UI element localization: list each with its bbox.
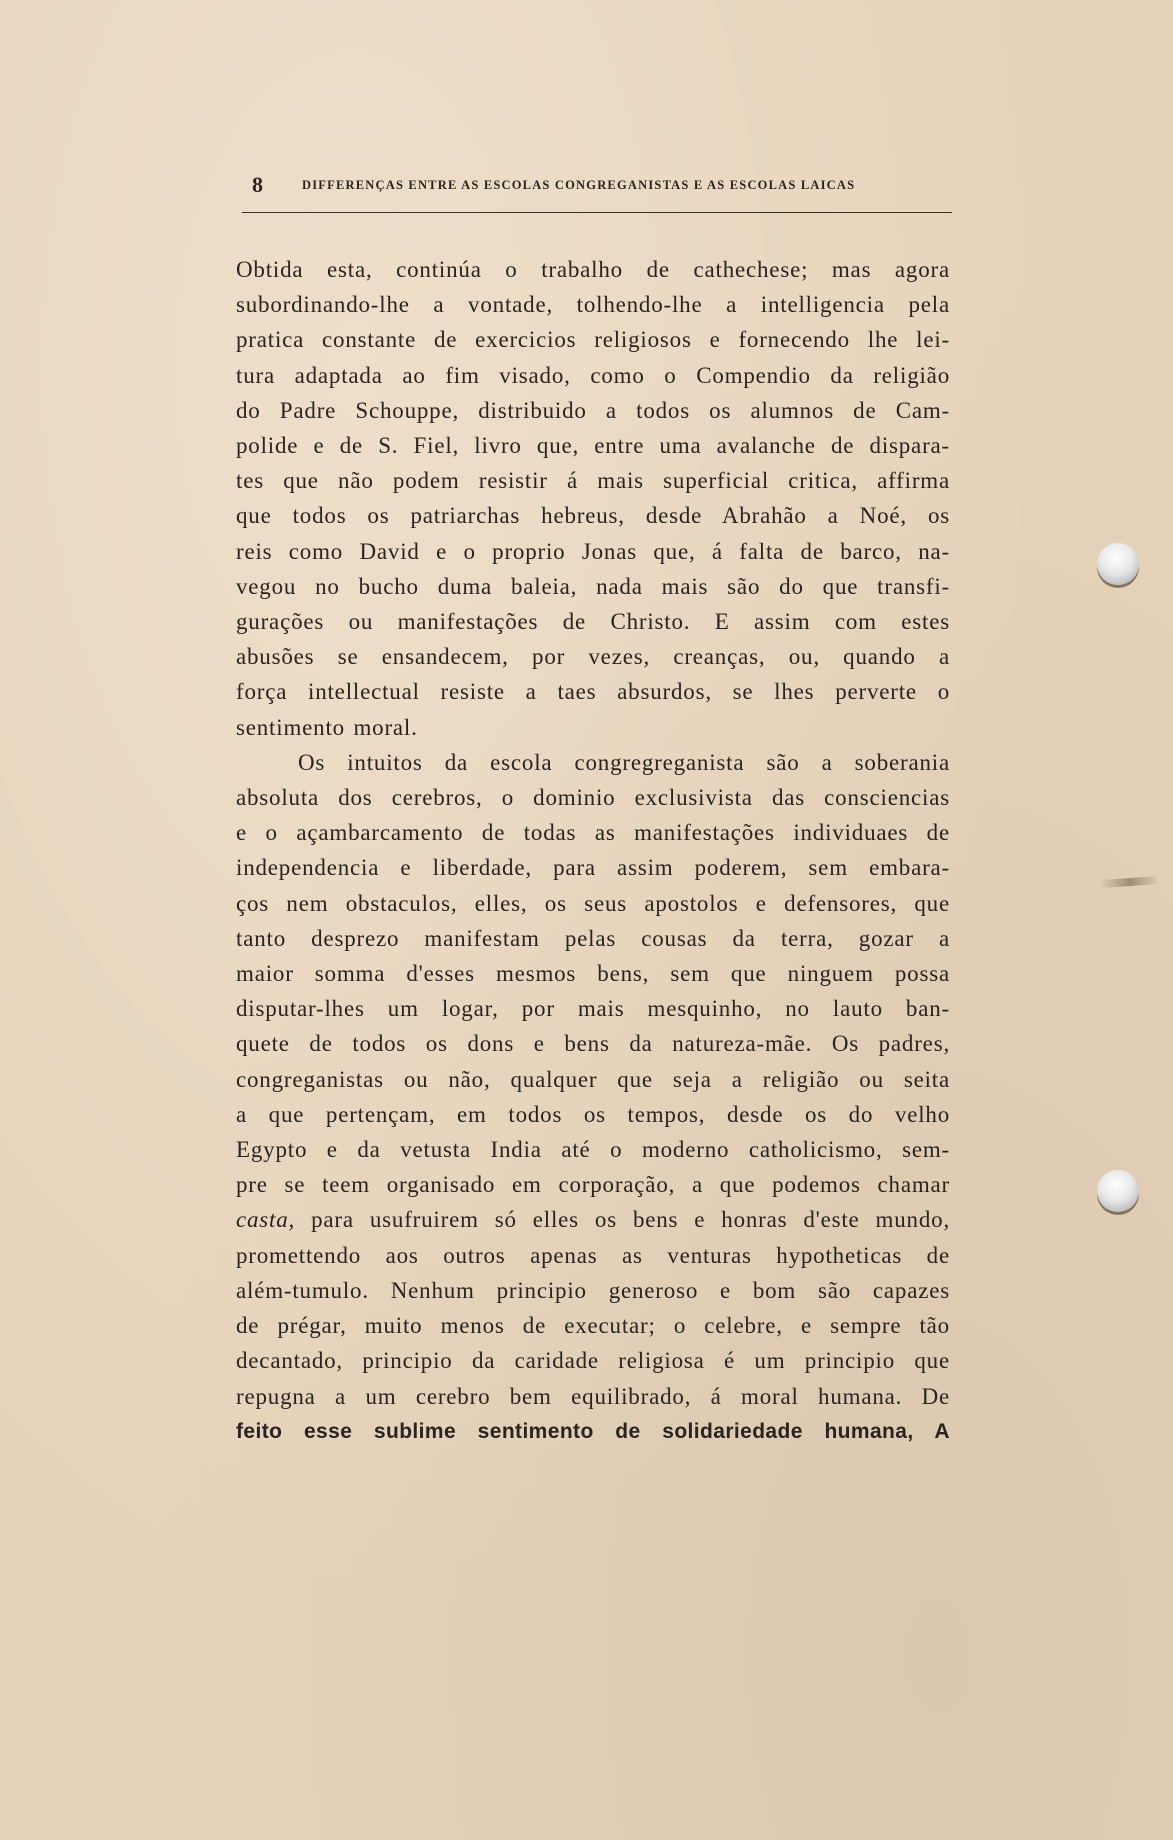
text-line: vegou no bucho duma baleia, nada mais são do que transfi-: [236, 573, 950, 599]
text-line: abusões se ensandecem, por vezes, creanças, ou, quando a: [236, 644, 950, 670]
paragraph-2: [236, 745, 950, 1449]
text-line: tes que não podem resistir á mais superficial critica, affirma: [236, 468, 950, 494]
text-line: subordinando-lhe a vontade, tolhendo-lhe a intelligencia pela: [236, 292, 950, 318]
text-line: do Padre Schouppe, distribuido a todos os alumnos de Cam-: [236, 397, 950, 423]
text-line: reis como David e o proprio Jonas que, á falta de barco, na-: [236, 538, 950, 564]
casta-line-rest: para usufruirem só elles os bens e honras d'este mundo,: [295, 1207, 950, 1233]
text-line: independencia e liberdade, para assim poderem, sem embara-: [236, 855, 950, 881]
text-line: absoluta dos cerebros, o dominio exclusivista das consciencias: [236, 785, 950, 811]
text-line-casta: [236, 1202, 950, 1237]
text-line: além-tumulo. Nenhum principio generoso e bom são capazes: [236, 1277, 950, 1303]
paragraph-1: [236, 252, 950, 745]
text-line: que todos os patriarchas hebreus, desde Abrahão a Noé, os: [236, 503, 950, 529]
text-line: e o açambarcamento de todas as manifestações individuaes de: [236, 820, 950, 846]
text-line: decantado, principio da caridade religiosa é um principio que: [236, 1348, 950, 1374]
text-line: quete de todos os dons e bens da natureza-mãe. Os padres,: [236, 1031, 950, 1057]
text-line: pratica constante de exercicios religiosos e fornecendo lhe lei-: [236, 327, 950, 353]
text-line: pre se teem organisado em corporação, a que podemos chamar: [236, 1172, 950, 1198]
bold-text-line: feito esse sublime sentimento de solidariedade humana, A: [236, 1419, 950, 1443]
text-line: repugna a um cerebro bem equilibrado, á moral humana. De: [236, 1383, 950, 1409]
text-line: de prégar, muito menos de executar; o celebre, e sempre tão: [236, 1313, 950, 1339]
text-line: Egypto e da vetusta India até o moderno catholicismo, sem-: [236, 1137, 950, 1163]
binding-hole-icon: [1097, 1170, 1139, 1212]
italic-word-casta: casta,: [236, 1207, 296, 1233]
page-number: 8: [252, 172, 264, 197]
text-line: promettendo aos outros apenas as venturas hypotheticas de: [236, 1242, 950, 1268]
text-line: maior somma d'esses mesmos bens, sem que ninguem possa: [236, 961, 950, 987]
text-line: ços nem obstaculos, elles, os seus apostolos e defensores, que: [236, 890, 950, 916]
text-line: Os intuitos da escola congregreganista são a soberania: [298, 749, 950, 775]
text-line: tura adaptada ao fim visado, como o Compendio da religião: [236, 362, 950, 388]
text-line: a que pertençam, em todos os tempos, desde os do velho: [236, 1101, 950, 1127]
text-line: polide e de S. Fiel, livro que, entre uma avalanche de dispara-: [236, 433, 950, 459]
page-header: [242, 172, 952, 212]
text-line: congreganistas ou não, qualquer que seja a religião ou seita: [236, 1066, 950, 1092]
binding-hole-icon: [1097, 543, 1139, 585]
body-text: [236, 252, 950, 1449]
text-line: Obtida esta, continúa o trabalho de cathechese; mas agora: [236, 257, 950, 282]
text-line: sentimento moral.: [236, 714, 418, 740]
text-line: gurações ou manifestações de Christo. E assim com estes: [236, 609, 950, 635]
header-rule: [242, 212, 952, 213]
text-line: força intellectual resiste a taes absurdos, se lhes perverte o: [236, 679, 950, 705]
text-line: tanto desprezo manifestam pelas cousas da terra, gozar a: [236, 925, 950, 951]
text-line: disputar-lhes um logar, por mais mesquinho, no lauto ban-: [236, 996, 950, 1022]
running-head: DIFFERENÇAS ENTRE AS ESCOLAS CONGREGANISTAS E AS ESCOLAS LAICAS: [302, 178, 856, 192]
ink-smudge: [1100, 876, 1160, 888]
